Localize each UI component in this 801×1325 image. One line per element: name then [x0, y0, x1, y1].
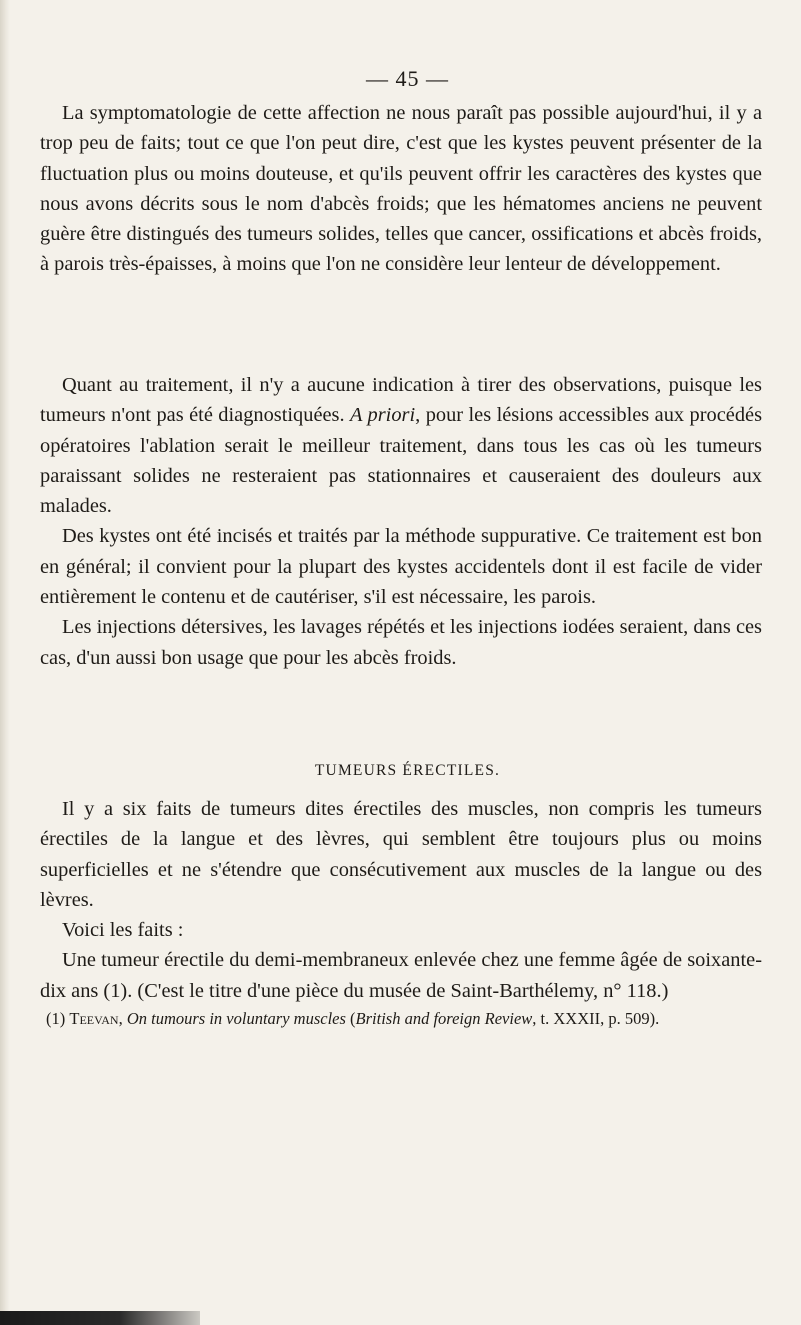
body-text-top [40, 98, 762, 280]
paragraph-tumeur-demi-membraneux: Une tumeur érectile du demi-membraneux enlevée chez une femme âgée de soixante-dix ans (1). (C'est le titre d'une pièce du musée de Saint-Barthélemy, n° 118.) [40, 949, 762, 1002]
paragraph-injections: Les injections détersives, les lavages répétés et les injections iodées seraient, dans ces cas, d'un aussi bon usage que pour les abcès froids. [40, 616, 762, 669]
footnote-reference: t. XXXII, p. 509). [540, 1009, 660, 1028]
paragraph-symptomatologie: La symptomatologie de cette affection ne nous paraît pas possible aujourd'hui, il y a trop peu de faits; tout ce que l'on peut dire, c'est que les kystes peuvent présenter de la fluctuation plus ou moins douteuse, et qu'ils peuvent offrir les caractères des kystes que nous avons décrits sous le nom d'abcès froids; que les hématomes anciens ne peuvent guère être distingués des tumeurs solides, telles que cancer, ossifications et abcès froids, à parois très-épaisses, à moins que l'on ne considère leur lenteur de développement. [40, 102, 762, 276]
paragraph-voici-faits: Voici les faits : [62, 919, 184, 942]
footnote-author: Teevan [69, 1009, 119, 1028]
footnote-title: On tumours in voluntary muscles [126, 1009, 346, 1028]
section-title: TUMEURS ÉRECTILES. [314, 762, 501, 779]
italic-a-priori: A priori [350, 404, 416, 427]
footnote-mark: (1) [46, 1009, 66, 1028]
paragraph-kystes-incises: Des kystes ont été incisés et traités par la méthode suppurative. Ce traitement est bon en général; il convient pour la plupart des kystes accidentels dont il est facile de vider entièrement le contenu et de cautériser, s'il est nécessaire, les parois. [40, 525, 762, 609]
footnote: (1) Teevan, On tumours in voluntary muscles (British and foreign Review, t. XXXII, p. 509). [46, 1009, 660, 1028]
scan-edge-artifact [0, 1311, 200, 1325]
body-text-erectiles [40, 794, 762, 1006]
body-text-treatment [40, 370, 762, 673]
paragraph-traitement: Quant au traitement, il n'y a aucune indication à tirer des observations, puisque les tumeurs n'ont pas été diagnostiquées. A priori, pour les lésions accessibles aux procédés opératoires l'ablation serait le meilleur traitement, dans tous les cas où les tumeurs paraissant solides ne resteraient pas stationnaires et causeraient des douleurs aux malades. [40, 374, 763, 518]
page-gutter-shadow [0, 0, 10, 1325]
page-number: — 45 — [366, 66, 449, 91]
footnote-source: British and foreign Review [355, 1009, 533, 1028]
paragraph-six-faits: Il y a six faits de tumeurs dites érectiles des muscles, non compris les tumeurs érectiles de la langue et des lèvres, qui semblent être toujours plus ou moins superficielles et ne s'étendre que consécutivement aux muscles de la langue ou des lèvres. [40, 798, 762, 911]
